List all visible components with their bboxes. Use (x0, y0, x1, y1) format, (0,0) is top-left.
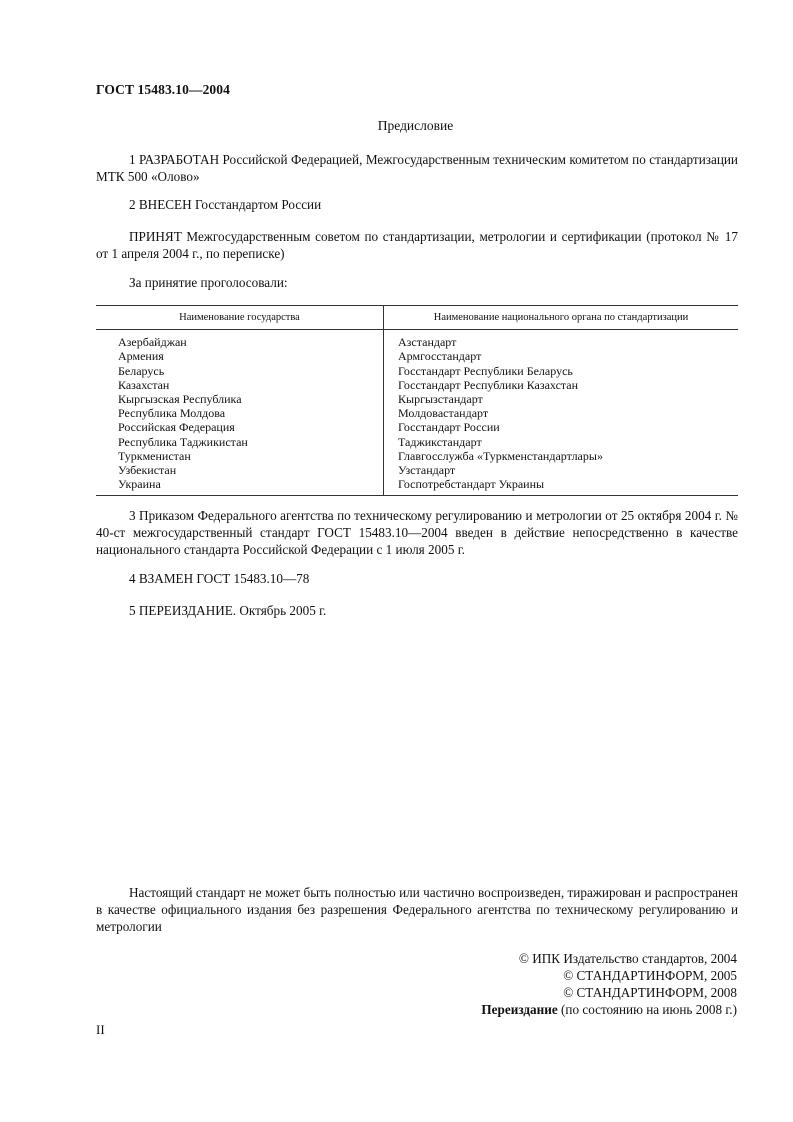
item-adopted: ПРИНЯТ Межгосударственным советом по стандартизации, метрологии и сертификации (протокол № 17 от 1 апреля 2004 г., по переписке) (96, 229, 738, 261)
standards-body-name: Главгосслужба «Туркменстандартлары» (398, 448, 603, 463)
copyright-line: © СТАНДАРТИНФОРМ, 2008 (563, 985, 737, 1000)
state-name: Кыргызская Республика (118, 392, 242, 407)
standards-body-name: Армгосстандарт (398, 349, 482, 364)
state-names-cell (96, 330, 384, 496)
state-name: Российская Федерация (118, 420, 235, 435)
copyright-block (481, 950, 737, 1018)
state-name: Казахстан (118, 377, 170, 392)
standards-bodies-cell (384, 330, 739, 496)
state-name: Туркменистан (118, 448, 191, 463)
state-name: Азербайджан (118, 335, 187, 350)
copyright-line: © СТАНДАРТИНФОРМ, 2005 (563, 968, 737, 983)
column-header-body: Наименование национального органа по стандартизации (384, 306, 739, 330)
item-introduced: 2 ВНЕСЕН Госстандартом России (129, 197, 322, 212)
table-body-row (96, 330, 738, 496)
state-name: Узбекистан (118, 463, 177, 478)
item-replaces: 4 ВЗАМЕН ГОСТ 15483.10—78 (129, 571, 310, 586)
reproduction-notice: Настоящий стандарт не может быть полностью или частично воспроизведен, тиражирован и распространен в качестве официального издания без разрешения Федерального агентства по техническому регулированию и метрологии (96, 885, 738, 934)
member-states-table (96, 305, 738, 496)
reissue-line (481, 1001, 737, 1018)
state-name: Республика Таджикистан (118, 434, 248, 449)
reissue-note: (по состоянию на июнь 2008 г.) (557, 1002, 737, 1017)
standards-body-name: Узстандарт (398, 463, 456, 478)
standards-body-name: Таджикстандарт (398, 434, 482, 449)
state-name: Республика Молдова (118, 406, 226, 421)
state-name: Армения (118, 349, 164, 364)
state-name: Украина (118, 477, 161, 492)
voted-label: За принятие проголосовали: (129, 275, 288, 290)
standards-body-name: Молдовастандарт (398, 406, 489, 421)
item-reissue: 5 ПЕРЕИЗДАНИЕ. Октябрь 2005 г. (129, 603, 327, 618)
standards-body-name: Госстандарт Республики Беларусь (398, 363, 573, 378)
reissue-label: Переиздание (481, 1002, 558, 1017)
standards-body-name: Госстандарт Республики Казахстан (398, 377, 579, 392)
preface-title: Предисловие (377, 118, 454, 133)
copyright-line: © ИПК Издательство стандартов, 2004 (518, 951, 737, 966)
state-name: Беларусь (118, 363, 165, 378)
standards-body-name: Госстандарт России (398, 420, 500, 435)
table-header-row (96, 306, 738, 330)
standards-body-name: Кыргызстандарт (398, 392, 483, 407)
column-header-state: Наименование государства (96, 306, 384, 330)
page-number: II (96, 1022, 105, 1037)
standards-body-name: Азстандарт (398, 335, 457, 350)
document-code-header: ГОСТ 15483.10—2004 (96, 82, 230, 97)
standards-body-name: Госпотребстандарт Украины (398, 477, 545, 492)
item-developed: 1 РАЗРАБОТАН Российской Федерацией, Межгосударственным техническим комитетом по стандартизации МТК 500 «Олово» (96, 152, 738, 184)
item-order: 3 Приказом Федерального агентства по техническому регулированию и метрологии от 25 октября 2004 г. № 40-ст межгосударственный стандарт ГОСТ 15483.10—2004 введен в действие непосредственно в качестве национального стандарта Российской Федерации с 1 июля 2005 г. (96, 508, 738, 557)
